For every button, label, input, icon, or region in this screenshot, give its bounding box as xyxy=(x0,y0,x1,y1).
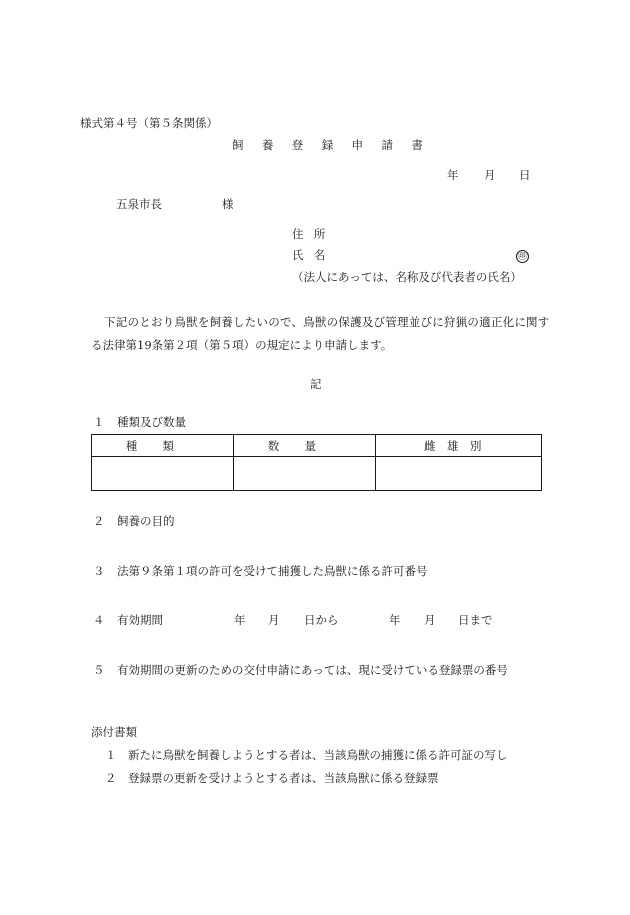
applicant-note: （法人にあっては、名称及び代表者の氏名） xyxy=(292,270,522,284)
period-end-year: 年 xyxy=(389,613,401,627)
ki-heading: 記 xyxy=(310,377,322,391)
date-year: 年 xyxy=(447,168,459,182)
item5-number: ５ xyxy=(93,663,105,677)
table-cell[interactable] xyxy=(234,457,376,491)
table-cell[interactable] xyxy=(376,457,542,491)
table-header-row xyxy=(92,435,542,457)
period-start-month: 月 xyxy=(268,613,280,627)
table-row xyxy=(92,457,542,491)
address-label: 住所 xyxy=(292,227,336,241)
species-table xyxy=(91,434,542,491)
attachment-number: １ xyxy=(105,748,117,762)
period-end-day: 日まで xyxy=(458,613,493,627)
name-label: 氏名 xyxy=(292,248,336,262)
item1-number: １ xyxy=(93,415,105,429)
date-month: 月 xyxy=(484,168,496,182)
period-start-day: 日から xyxy=(304,613,339,627)
item3-label: 法第９条第１項の許可を受けて捕獲した鳥獣に係る許可番号 xyxy=(117,564,428,578)
attachment-number: ２ xyxy=(105,771,117,785)
seal-mark: ㊞ xyxy=(517,251,528,262)
item4-number: ４ xyxy=(93,613,105,627)
addressee-honorific: 様 xyxy=(222,197,234,211)
attachments-heading: 添付書類 xyxy=(91,725,137,739)
page-title: 飼養登録申請書 xyxy=(232,138,442,152)
addressee-name: 五泉市長 xyxy=(116,197,162,211)
table-cell[interactable] xyxy=(92,457,234,491)
column-header: 数量 xyxy=(234,435,376,457)
column-header: 種類 xyxy=(92,435,234,457)
item5-label: 有効期間の更新のための交付申請にあっては、現に受けている登録票の番号 xyxy=(117,663,508,677)
form-number: 様式第４号（第５条関係） xyxy=(80,116,218,130)
period-start-year: 年 xyxy=(234,613,246,627)
column-header: 雌雄別 xyxy=(376,435,542,457)
attachment-text: 登録票の更新を受けようとする者は、当該鳥獣に係る登録票 xyxy=(128,771,439,785)
item2-number: ２ xyxy=(93,514,105,528)
body-text-line2: る法律第19条第２項（第５項）の規定により申請します。 xyxy=(91,338,393,352)
date-day: 日 xyxy=(519,168,531,182)
period-end-month: 月 xyxy=(424,613,436,627)
item1-label: 種類及び数量 xyxy=(117,415,186,429)
item3-number: ３ xyxy=(93,564,105,578)
body-text-line1: 下記のとおり鳥獣を飼養したいので、鳥獣の保護及び管理並びに狩猟の適正化に関す xyxy=(104,315,550,329)
attachment-text: 新たに鳥獣を飼養しようとする者は、当該鳥獣の捕獲に係る許可証の写し xyxy=(128,748,508,762)
item4-label: 有効期間 xyxy=(117,613,163,627)
item2-label: 飼養の目的 xyxy=(117,514,175,528)
